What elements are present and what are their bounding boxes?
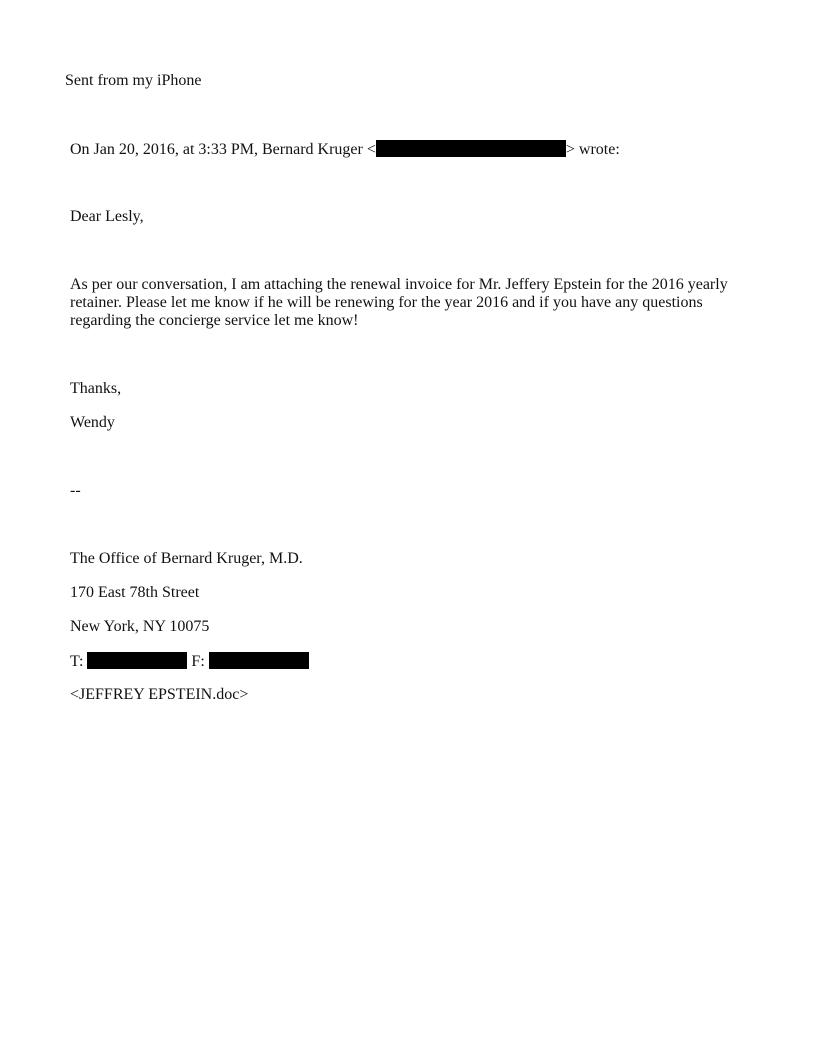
message-body: As per our conversation, I am attaching the renewal invoice for Mr. Jeffery Epstein for the 2016 yearly retainer. Please let me know if he will be renewing for the year 2016 and if you have any questions regarding the concierge service let me know! bbox=[70, 276, 728, 329]
quote-header bbox=[70, 140, 620, 159]
greeting: Dear Lesly, bbox=[70, 208, 144, 225]
redacted-phone-box bbox=[87, 652, 187, 669]
redacted-email-box bbox=[376, 140, 566, 157]
quote-header-prefix: On Jan 20, 2016, at 3:33 PM, Bernard Kruger < bbox=[70, 141, 376, 158]
signoff-name: Wendy bbox=[70, 414, 115, 431]
attachment-name: <JEFFREY EPSTEIN.doc> bbox=[70, 686, 249, 703]
redacted-fax-box bbox=[209, 652, 309, 669]
sent-from-line: Sent from my iPhone bbox=[65, 72, 202, 89]
quote-header-suffix: > wrote: bbox=[565, 141, 620, 158]
signature-contact-line bbox=[70, 652, 309, 671]
signature-city: New York, NY 10075 bbox=[70, 618, 210, 635]
signature-separator: -- bbox=[70, 482, 81, 499]
signature-office: The Office of Bernard Kruger, M.D. bbox=[70, 550, 303, 567]
closing: Thanks, bbox=[70, 380, 122, 397]
fax-label: F: bbox=[191, 653, 205, 670]
signature-street: 170 East 78th Street bbox=[70, 584, 200, 601]
phone-label: T: bbox=[70, 653, 84, 670]
